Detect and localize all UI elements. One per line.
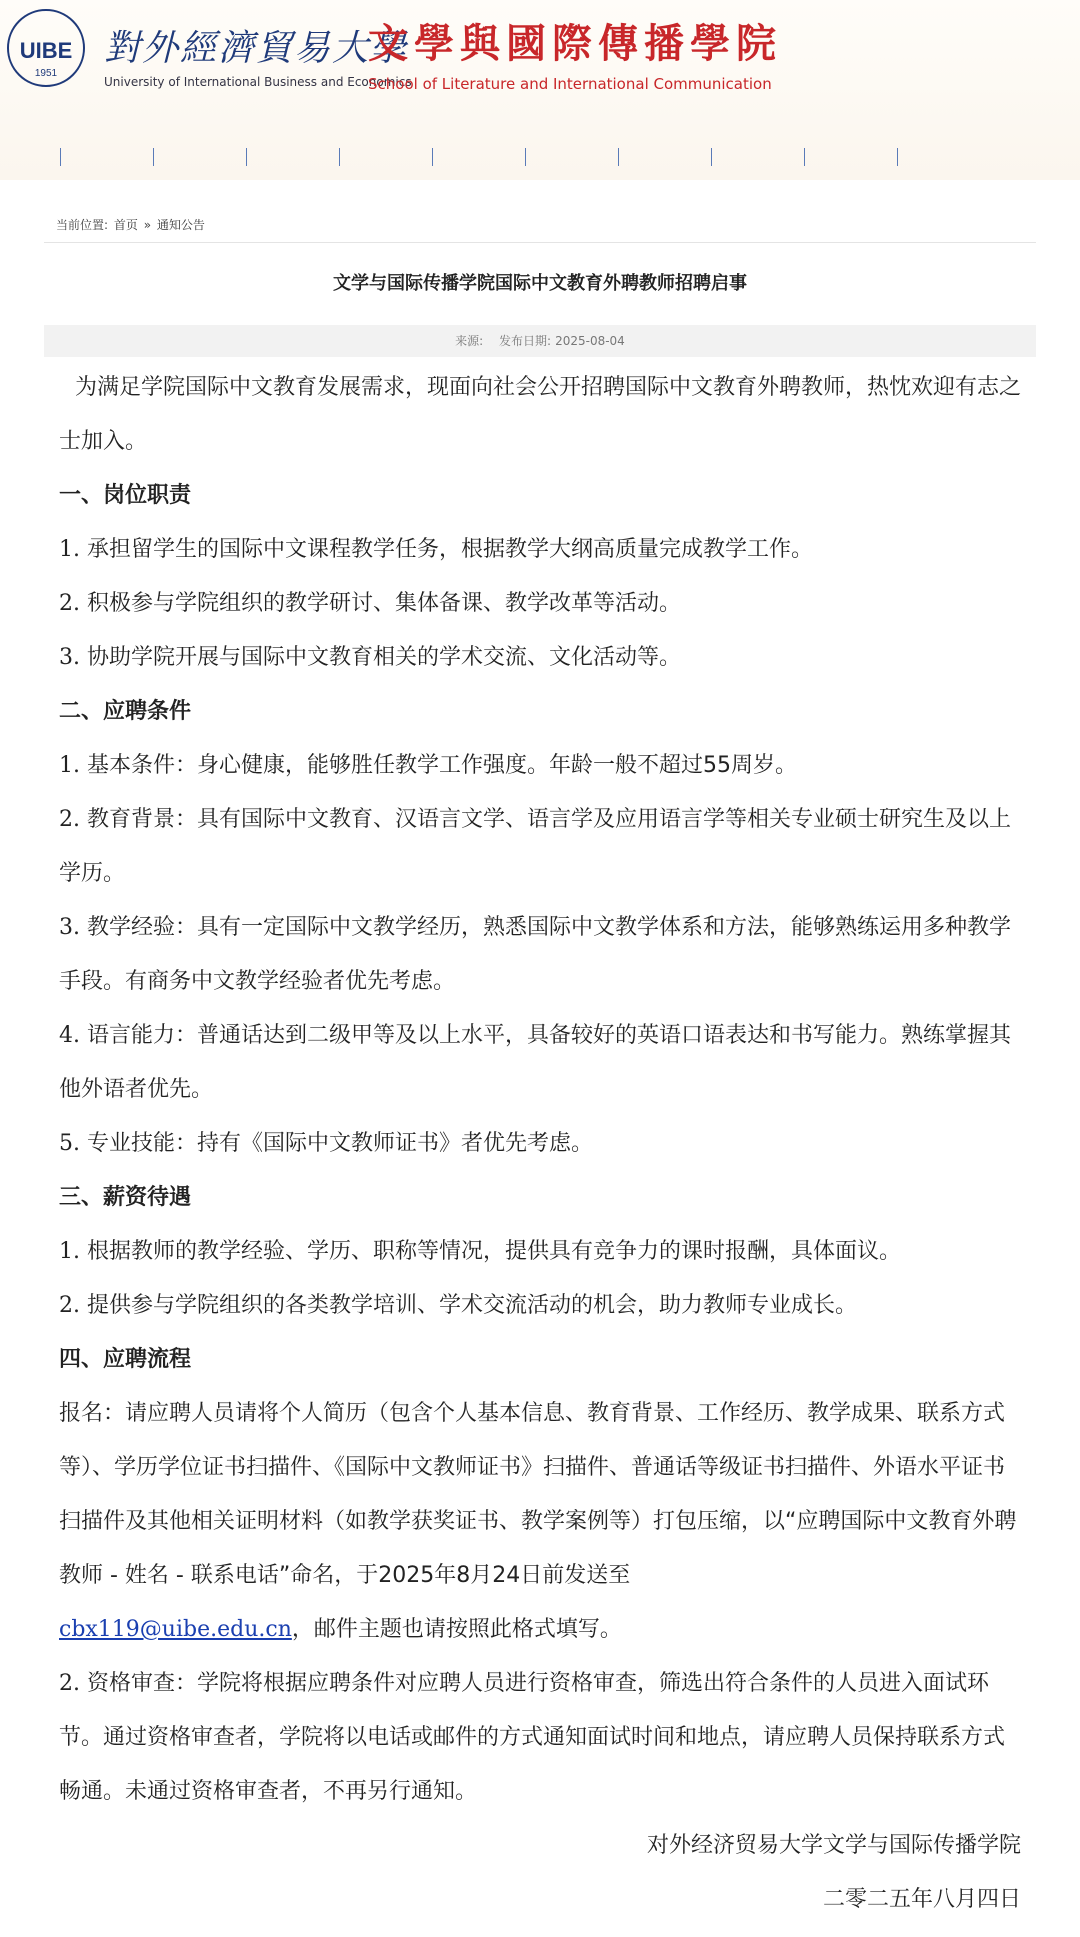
main-content [44,180,1036,1927]
breadcrumb-current-link[interactable]: 通知公告 [156,218,205,232]
nav-item[interactable] [897,148,990,166]
school-name-cn: 文學與國際傳播學院 [368,20,782,67]
list-item: 3. 教学经验：具有一定国际中文教学经历，熟悉国际中文教学体系和方法，能够熟练运用多种教学手段。有商务中文教学经验者优先考虑。 [59,915,1012,994]
list-item: 3. 协助学院开展与国际中文教育相关的学术交流、文化活动等。 [59,645,682,670]
university-logo-icon[interactable] [6,8,86,88]
nav-item[interactable] [339,148,432,166]
intro-paragraph: 为满足学院国际中文教育发展需求，现面向社会公开招聘国际中文教育外聘教师，热忱欢迎有志之士加入。 [59,375,1022,454]
article-title: 文学与国际传播学院国际中文教育外聘教师招聘启事 [333,273,747,294]
site-header [0,0,1080,180]
article-body [44,361,1036,1927]
publish-date: 2025-08-04 [555,334,625,348]
nav-item[interactable] [432,148,525,166]
email-link[interactable]: cbx119@uibe.edu.cn [59,1617,292,1642]
article-meta [44,325,1036,357]
date-label: 发布日期: 2025-08-04 [499,334,625,348]
section-heading: 一、岗位职责 [59,483,192,508]
section-heading: 二、应聘条件 [59,699,192,724]
nav-item[interactable] [153,148,246,166]
list-item: 4. 语言能力：普通话达到二级甲等及以上水平，具备较好的英语口语表达和书写能力。熟练掌握其他外语者优先。 [59,1023,1012,1102]
main-nav [60,148,990,166]
university-name-en: University of International Business and Economics [104,75,412,89]
nav-item[interactable] [618,148,711,166]
section-heading: 四、应聘流程 [59,1347,192,1372]
divider [44,242,1036,243]
breadcrumb [44,180,1036,238]
university-name-cn: 對外經濟貿易大學 [104,28,409,69]
list-item: 2. 资格审查：学院将根据应聘条件对应聘人员进行资格审查，筛选出符合条件的人员进入面试环节。通过资格审查者，学院将以电话或邮件的方式通知面试时间和地点，请应聘人员保持联系方式畅通。未通过资格审查者，不再另行通知。 [59,1671,1006,1804]
signature: 对外经济贸易大学文学与国际传播学院 [646,1833,1021,1858]
signature-date: 二零二五年八月四日 [822,1887,1021,1912]
logo-text: UIBE [19,38,73,63]
nav-item[interactable] [525,148,618,166]
source-label: 来源: [455,334,484,348]
nav-item[interactable] [60,148,153,166]
list-item: 1. 根据教师的教学经验、学历、职称等情况，提供具有竞争力的课时报酬，具体面议。 [59,1239,902,1264]
breadcrumb-separator: » [143,218,152,232]
breadcrumb-home-link[interactable]: 首页 [113,218,138,232]
list-item: 2. 教育背景：具有国际中文教育、汉语言文学、语言学及应用语言学等相关专业硕士研究生及以上学历。 [59,807,1012,886]
logo-year: 1951 [34,68,58,79]
university-name [104,20,412,89]
list-item: 1. 承担留学生的国际中文课程教学任务，根据教学大纲高质量完成教学工作。 [59,537,814,562]
school-name [368,12,782,93]
list-item: 报名：请应聘人员请将个人简历（包含个人基本信息、教育背景、工作经历、教学成果、联系方式等）、学历学位证书扫描件、《国际中文教师证书》扫描件、普通话等级证书扫描件、外语水平证书扫描件及其他相关证明材料（如教学获奖证书、教学案例等）打包压缩，以“应聘国际中文教育外聘教师 - 姓名 - 联系电话”命名，于2025年8月24日前发送至 cbx119@uibe.edu.cn，邮件主题也请按照此格式填写。 [59,1401,1017,1642]
nav-item[interactable] [246,148,339,166]
list-item: 2. 积极参与学院组织的教学研讨、集体备课、教学改革等活动。 [59,591,682,616]
breadcrumb-label: 当前位置: [56,218,109,232]
nav-item[interactable] [711,148,804,166]
nav-item[interactable] [804,148,897,166]
school-name-en: School of Literature and International Communication [368,75,772,93]
section-heading: 三、薪资待遇 [59,1185,192,1210]
list-item: 2. 提供参与学院组织的各类教学培训、学术交流活动的机会，助力教师专业成长。 [59,1293,858,1318]
list-item: 5. 专业技能：持有《国际中文教师证书》者优先考虑。 [59,1131,594,1156]
list-item: 1. 基本条件：身心健康，能够胜任教学工作强度。年龄一般不超过55周岁。 [59,753,797,778]
